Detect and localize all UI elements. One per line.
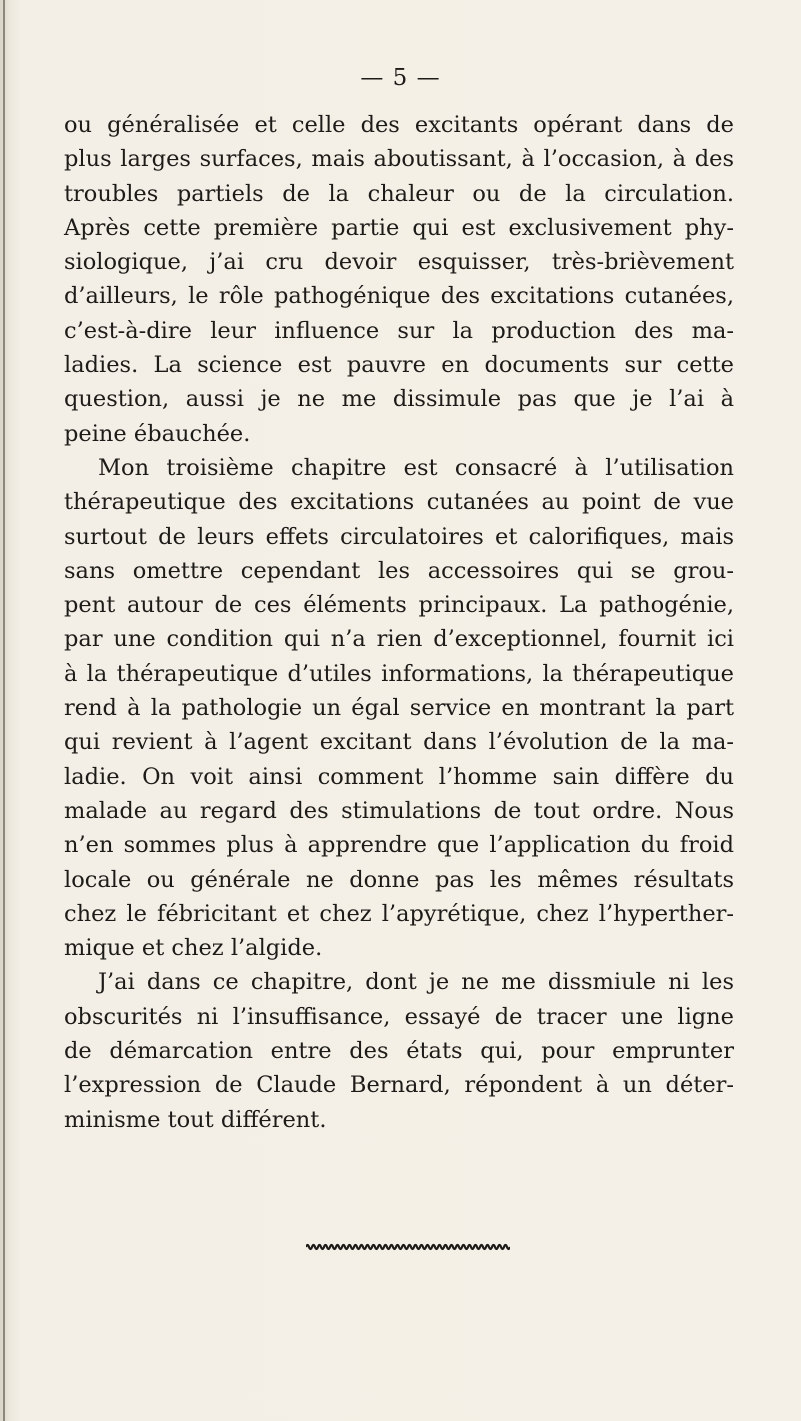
text-line: malade au regard des stimulations de tout ordre. Nous	[64, 797, 734, 824]
text-line: n’en sommes plus à apprendre que l’application du froid	[64, 832, 734, 859]
text-line: surtout de leurs effets circulatoires et calorifiques, mais	[64, 523, 734, 550]
body-text	[64, 108, 734, 1137]
text-line: qui revient à l’agent excitant dans l’évolution de la ma-	[64, 729, 734, 756]
text-line: obscurités ni l’insuffisance, essayé de tracer une ligne	[64, 1003, 734, 1030]
text-line: peine ébauchée.	[64, 420, 251, 447]
text-line: c’est-à-dire leur influence sur la production des ma-	[64, 317, 734, 344]
text-line: siologique, j’ai cru devoir esquisser, très-brièvement	[64, 249, 734, 276]
text-line: par une condition qui n’a rien d’exceptionnel, fournit ici	[64, 626, 734, 653]
text-line: ladie. On voit ainsi comment l’homme sain diffère du	[64, 763, 734, 790]
text-line: de démarcation entre des états qui, pour emprunter	[64, 1038, 734, 1065]
page-edge	[3, 0, 5, 1421]
text-line: question, aussi je ne me dissimule pas que je l’ai à	[64, 386, 734, 413]
text-line: plus larges surfaces, mais aboutissant, à l’occasion, à des	[64, 146, 734, 173]
text-line: thérapeutique des excitations cutanées au point de vue	[64, 489, 734, 516]
text-line: troubles partiels de la chaleur ou de la circulation.	[64, 180, 734, 207]
text-line: Après cette première partie qui est exclusivement phy-	[64, 214, 734, 241]
page-number: — 5 —	[360, 65, 441, 91]
text-line: pent autour de ces éléments principaux. La pathogénie,	[64, 592, 734, 619]
text-line: locale ou générale ne donne pas les mêmes résultats	[64, 866, 734, 893]
text-line: ou généralisée et celle des excitants opérant dans de	[64, 112, 734, 138]
text-line: J’ai dans ce chapitre, dont je ne me dissmiule ni les	[98, 969, 734, 996]
text-line: l’expression de Claude Bernard, répondent à un déter-	[64, 1072, 734, 1099]
text-line: mique et chez l’algide.	[64, 935, 323, 962]
text-line: chez le fébricitant et chez l’apyrétique, chez l’hyperther-	[64, 900, 734, 927]
text-line: à la thérapeutique d’utiles informations, la thérapeutique	[64, 660, 734, 687]
text-line: sans omettre cependant les accessoires qui se grou-	[64, 557, 734, 584]
text-line: minisme tout différent.	[64, 1106, 327, 1133]
text-line: d’ailleurs, le rôle pathogénique des excitations cutanées,	[64, 283, 734, 310]
text-line: ladies. La science est pauvre en documents sur cette	[64, 352, 734, 379]
text-line: Mon troisième chapitre est consacré à l’utilisation	[98, 454, 734, 481]
text-line: rend à la pathologie un égal service en montrant la part	[64, 695, 734, 722]
ornament-divider	[306, 1242, 510, 1252]
